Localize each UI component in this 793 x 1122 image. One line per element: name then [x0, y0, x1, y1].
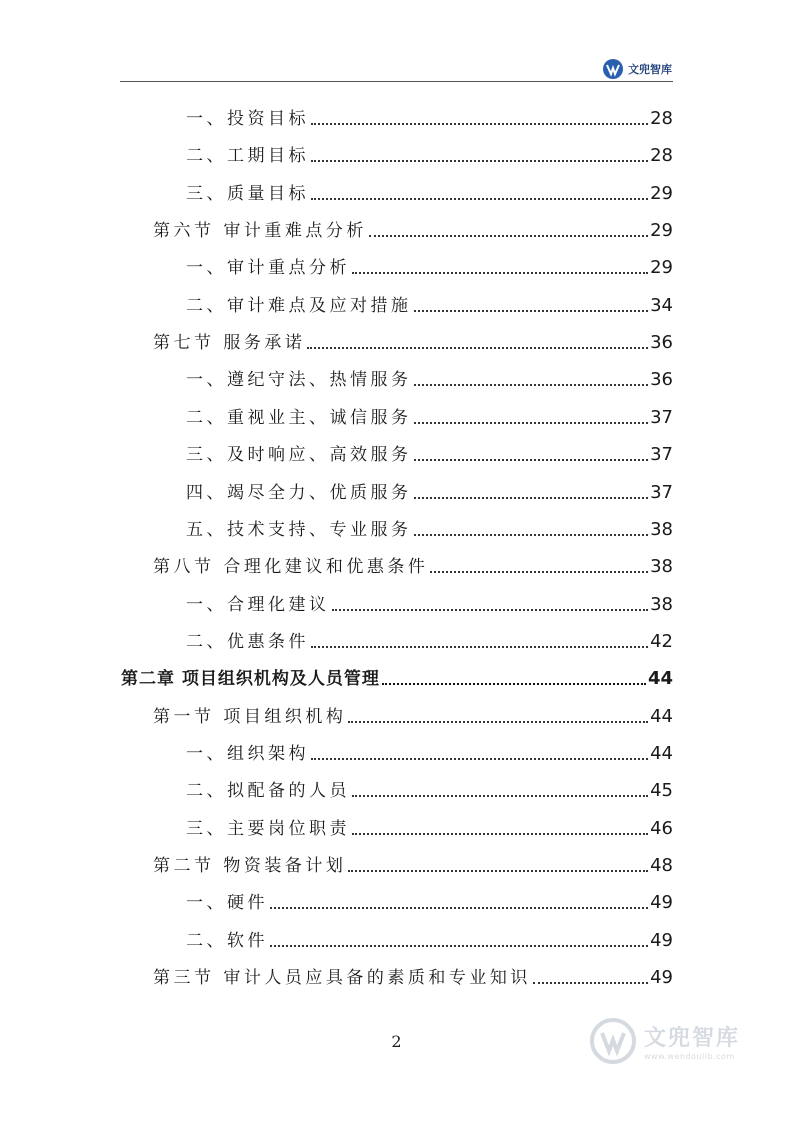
toc-dot-leader	[352, 271, 648, 274]
toc-dot-leader	[332, 608, 649, 611]
toc-entry-page-number: 42	[650, 630, 673, 652]
toc-entry-label: 第八节 合理化建议和优惠条件	[153, 557, 429, 578]
toc-entry-item[interactable]	[186, 181, 673, 207]
toc-entry-item[interactable]	[186, 890, 673, 916]
header-brand-text: 文兜智库	[628, 63, 672, 76]
toc-entry-item[interactable]	[186, 778, 673, 804]
toc-entry-label: 一、投资目标	[186, 109, 309, 129]
header-rule	[120, 81, 673, 82]
toc-entry-section[interactable]	[153, 965, 673, 991]
toc-entry-section[interactable]	[153, 218, 673, 244]
toc-entry-label: 一、组织架构	[186, 743, 309, 764]
toc-entry-label: 二、审计难点及应对措施	[186, 295, 412, 316]
toc-entry-page-number: 34	[650, 294, 673, 316]
toc-entry-page-number: 46	[650, 817, 673, 839]
toc-entry-label: 三、质量目标	[186, 183, 309, 204]
toc-entry-item[interactable]	[186, 517, 673, 543]
toc-entry-label: 一、遵纪守法、热情服务	[186, 370, 412, 391]
page-number: 2	[391, 1032, 402, 1051]
toc-dot-leader	[348, 720, 648, 723]
toc-entry-page-number: 29	[650, 220, 673, 242]
toc-entry-item[interactable]	[186, 629, 673, 655]
toc-dot-leader	[311, 122, 648, 125]
toc-dot-leader	[352, 832, 648, 835]
toc-entry-item[interactable]	[186, 143, 673, 169]
toc-entry-item[interactable]	[186, 255, 673, 281]
toc-entry-label: 二、重视业主、诚信服务	[186, 407, 412, 428]
toc-dot-leader	[311, 645, 648, 648]
toc-entry-label: 一、合理化建议	[186, 594, 330, 615]
toc-entry-page-number: 44	[650, 742, 673, 764]
toc-entry-page-number: 48	[650, 855, 673, 876]
toc-entry-page-number: 38	[650, 593, 673, 615]
toc-entry-page-number: 49	[650, 929, 673, 951]
watermark-url: www.wendoulib.com	[644, 1052, 735, 1061]
toc-dot-leader	[533, 981, 648, 984]
toc-dot-leader	[270, 906, 648, 909]
toc-entry-label: 第一节 项目组织机构	[153, 706, 347, 727]
toc-dot-leader	[352, 794, 648, 797]
watermark	[590, 1018, 740, 1064]
toc-entry-section[interactable]	[153, 704, 673, 730]
toc-entry-page-number: 45	[650, 780, 673, 802]
toc-dot-leader	[414, 383, 649, 386]
toc-entry-item[interactable]	[186, 293, 673, 319]
toc-entry-item[interactable]	[186, 106, 673, 132]
toc-entry-item[interactable]	[186, 442, 673, 468]
toc-entry-page-number: 37	[650, 406, 673, 428]
toc-entry-section[interactable]	[153, 330, 673, 356]
toc-dot-leader	[311, 757, 648, 760]
watermark-brand: 文兜智库	[644, 1026, 741, 1051]
toc-dot-leader	[382, 682, 646, 685]
toc-entry-label: 四、竭尽全力、优质服务	[186, 482, 412, 503]
toc-entry-item[interactable]	[186, 405, 673, 431]
toc-dot-leader	[414, 421, 649, 424]
toc-entry-page-number: 36	[650, 332, 673, 354]
toc-entry-label: 第三节 审计人员应具备的素质和专业知识	[153, 968, 531, 989]
toc-entry-label: 一、审计重点分析	[186, 258, 350, 279]
toc-dot-leader	[414, 533, 649, 536]
toc-entry-page-number: 49	[650, 967, 673, 989]
toc-entry-page-number: 28	[650, 145, 673, 167]
toc-entry-label: 第二节 物资装备计划	[153, 856, 347, 876]
toc-entry-page-number: 44	[650, 705, 673, 727]
toc-entry-page-number: 36	[650, 369, 673, 391]
toc-entry-page-number: 49	[650, 892, 673, 914]
toc-entry-item[interactable]	[186, 928, 673, 954]
toc-entry-item[interactable]	[186, 367, 673, 393]
toc-dot-leader	[414, 496, 649, 499]
toc-entry-item[interactable]	[186, 592, 673, 618]
toc-entry-section[interactable]	[153, 853, 673, 879]
header-logo	[602, 58, 672, 80]
toc-entry-page-number: 38	[650, 556, 673, 578]
toc-entry-label: 第二章 项目组织机构及人员管理	[121, 669, 380, 690]
toc-dot-leader	[348, 869, 648, 872]
toc-entry-label: 二、拟配备的人员	[186, 781, 350, 802]
toc-entry-page-number: 38	[650, 518, 673, 540]
toc-dot-leader	[311, 159, 648, 162]
toc-entry-label: 五、技术支持、专业服务	[186, 519, 412, 540]
watermark-text-block	[644, 1021, 740, 1061]
toc-entry-label: 二、优惠条件	[186, 631, 309, 652]
toc-entry-item[interactable]	[186, 816, 673, 842]
toc-entry-label: 三、主要岗位职责	[186, 818, 350, 839]
toc-dot-leader	[270, 944, 648, 947]
toc-entry-section[interactable]	[153, 554, 673, 580]
toc-entry-label: 二、软件	[186, 930, 268, 951]
toc-dot-leader	[414, 458, 649, 461]
brand-logo-icon	[602, 58, 624, 80]
toc-entry-page-number: 37	[650, 444, 673, 466]
toc-entry-label: 第七节 服务承诺	[153, 333, 306, 354]
toc-entry-item[interactable]	[186, 480, 673, 506]
toc-entry-page-number: 44	[647, 668, 673, 690]
toc-dot-leader	[307, 346, 648, 349]
toc-dot-leader	[414, 309, 649, 312]
toc-entry-page-number: 28	[650, 108, 673, 129]
toc-entry-label: 第六节 审计重难点分析	[153, 221, 367, 242]
toc-dot-leader	[311, 197, 648, 200]
toc-entry-chapter[interactable]	[121, 666, 673, 692]
toc-entry-page-number: 37	[650, 481, 673, 503]
toc-dot-leader	[430, 570, 648, 573]
toc-entry-label: 二、工期目标	[186, 146, 309, 167]
toc-dot-leader	[369, 234, 648, 237]
toc-entry-page-number: 29	[650, 182, 673, 204]
toc-entry-page-number: 29	[650, 257, 673, 279]
toc-entry-label: 一、硬件	[186, 893, 268, 914]
watermark-logo-icon	[590, 1018, 636, 1064]
toc-entry-label: 三、及时响应、高效服务	[186, 445, 412, 466]
toc-entry-item[interactable]	[186, 741, 673, 767]
